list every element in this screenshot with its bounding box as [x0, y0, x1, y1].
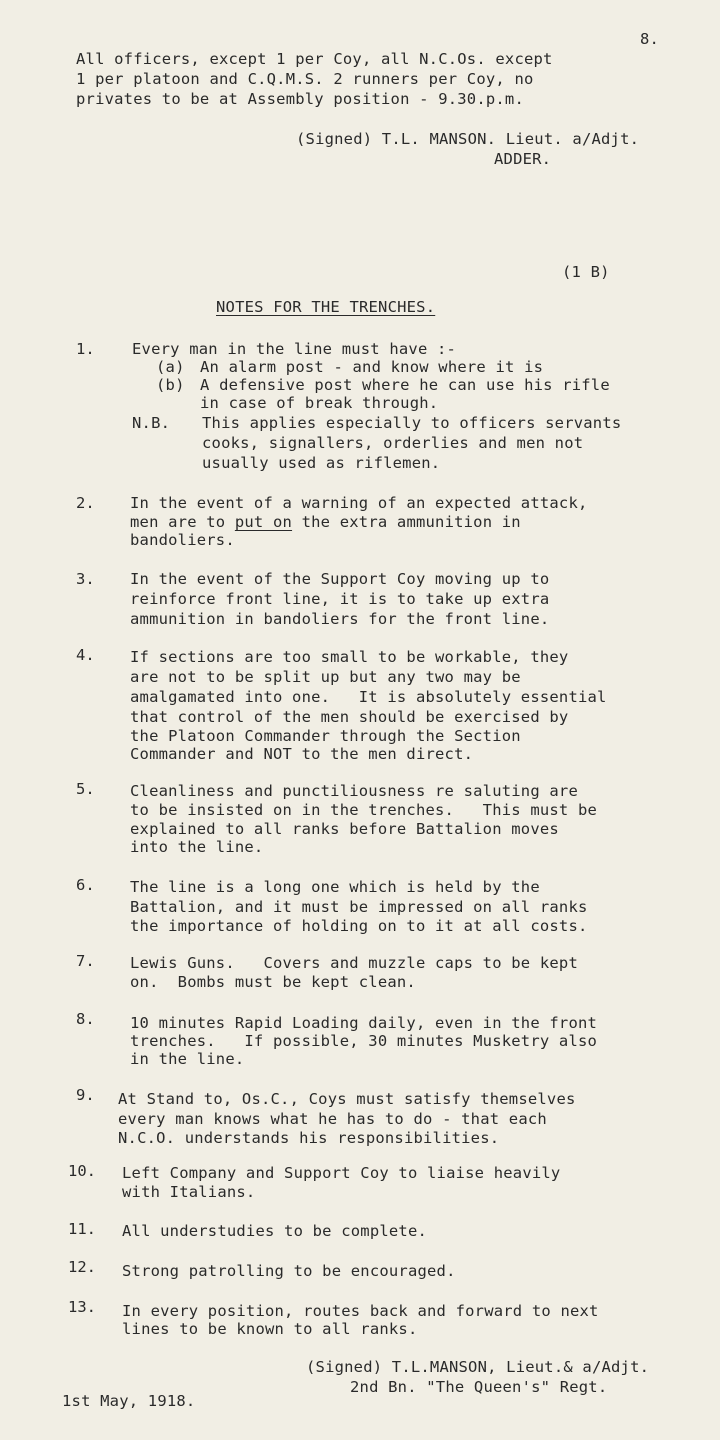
note-8-line-2: trenches. If possible, 30 minutes Musketry also [130, 1032, 598, 1050]
note-9-line-1: At Stand to, Os.C., Coys must satisfy themselves [118, 1090, 576, 1108]
note-8-line-3: in the line. [130, 1050, 245, 1068]
note-6-number: 6. [76, 876, 95, 894]
note-1-nb-text-3: usually used as riflemen. [202, 454, 441, 472]
note-12-line-1: Strong patrolling to be encouraged. [122, 1262, 456, 1280]
note-5-line-2: to be insisted on in the trenches. This must be [130, 801, 598, 819]
note-2-line-2-post: the extra ammunition in [292, 513, 521, 531]
note-2-line-2 [130, 513, 521, 531]
note-5-line-1: Cleanliness and punctiliousness re saluting are [130, 782, 578, 800]
intro-line-1: All officers, except 1 per Coy, all N.C.Os. except [76, 50, 553, 68]
note-10-line-2: with Italians. [122, 1183, 256, 1201]
note-10-number: 10. [68, 1162, 96, 1180]
note-2-line-2-pre: men are to [130, 513, 235, 531]
note-5-number: 5. [76, 780, 95, 798]
note-10-line-1: Left Company and Support Coy to liaise heavily [122, 1164, 561, 1182]
note-4-number: 4. [76, 646, 95, 664]
note-9-line-2: every man knows what he has to do - that each [118, 1110, 547, 1128]
note-1-b-label: (b) [156, 376, 185, 394]
note-2-line-1: In the event of a warning of an expected attack, [130, 494, 588, 512]
note-13-line-1: In every position, routes back and forward to next [122, 1302, 599, 1320]
note-2-line-3: bandoliers. [130, 531, 235, 549]
note-1-number: 1. [76, 340, 95, 358]
note-5-line-3: explained to all ranks before Battalion moves [130, 820, 559, 838]
note-1-a-label: (a) [156, 358, 185, 376]
intro-line-3: privates to be at Assembly position - 9.30.p.m. [76, 90, 524, 108]
note-1-lead: Every man in the line must have :- [132, 340, 457, 358]
note-4-line-2: are not to be split up but any two may be [130, 668, 521, 686]
signature-bottom-line-2: 2nd Bn. "The Queen's" Regt. [350, 1378, 608, 1396]
note-7-line-2: on. Bombs must be kept clean. [130, 973, 416, 991]
document-date: 1st May, 1918. [62, 1392, 196, 1410]
note-4-line-5: the Platoon Commander through the Section [130, 727, 521, 745]
signature-bottom-line-1: (Signed) T.L.MANSON, Lieut.& a/Adjt. [306, 1358, 650, 1376]
note-1-nb-label: N.B. [132, 414, 171, 432]
note-12-number: 12. [68, 1258, 96, 1276]
note-1-nb-text-1: This applies especially to officers servants [202, 414, 622, 432]
page-number: 8. [640, 30, 660, 48]
note-3-number: 3. [76, 570, 95, 588]
note-4-line-4: that control of the men should be exercised by [130, 708, 569, 726]
note-5-line-4: into the line. [130, 838, 264, 856]
note-6-line-2: Battalion, and it must be impressed on all ranks [130, 898, 588, 916]
section-ref: (1 B) [562, 263, 610, 281]
note-13-line-2: lines to be known to all ranks. [122, 1320, 418, 1338]
signature-top-line-1: (Signed) T.L. MANSON. Lieut. a/Adjt. [296, 130, 640, 148]
note-7-line-1: Lewis Guns. Covers and muzzle caps to be kept [130, 954, 578, 972]
note-1-nb-text-2: cooks, signallers, orderlies and men not [202, 434, 584, 452]
intro-line-2: 1 per platoon and C.Q.M.S. 2 runners per Coy, no [76, 70, 534, 88]
note-2-number: 2. [76, 494, 95, 512]
note-8-line-1: 10 minutes Rapid Loading daily, even in the front [130, 1014, 598, 1032]
heading: NOTES FOR THE TRENCHES. [216, 298, 436, 316]
note-11-number: 11. [68, 1220, 96, 1238]
note-13-number: 13. [68, 1298, 96, 1316]
note-4-line-3: amalgamated into one. It is absolutely essential [130, 688, 607, 706]
note-2-underlined-phrase: put on [234, 513, 293, 531]
note-3-line-3: ammunition in bandoliers for the front line. [130, 610, 550, 628]
note-11-line-1: All understudies to be complete. [122, 1222, 428, 1240]
note-3-line-2: reinforce front line, it is to take up extra [130, 590, 550, 608]
note-7-number: 7. [76, 952, 95, 970]
note-3-line-1: In the event of the Support Coy moving up to [130, 570, 550, 588]
note-9-number: 9. [76, 1086, 95, 1104]
note-9-line-3: N.C.O. understands his responsibilities. [118, 1129, 500, 1147]
note-1-a-text: An alarm post - and know where it is [200, 358, 544, 376]
note-6-line-3: the importance of holding on to it at all costs. [130, 917, 588, 935]
signature-top-line-2: ADDER. [494, 150, 552, 168]
note-4-line-1: If sections are too small to be workable, they [130, 648, 569, 666]
note-1-b-text-2: in case of break through. [200, 394, 439, 412]
note-4-line-6: Commander and NOT to the men direct. [130, 745, 474, 763]
note-1-b-text-1: A defensive post where he can use his rifle [200, 376, 610, 394]
note-6-line-1: The line is a long one which is held by the [130, 878, 540, 896]
note-8-number: 8. [76, 1010, 95, 1028]
